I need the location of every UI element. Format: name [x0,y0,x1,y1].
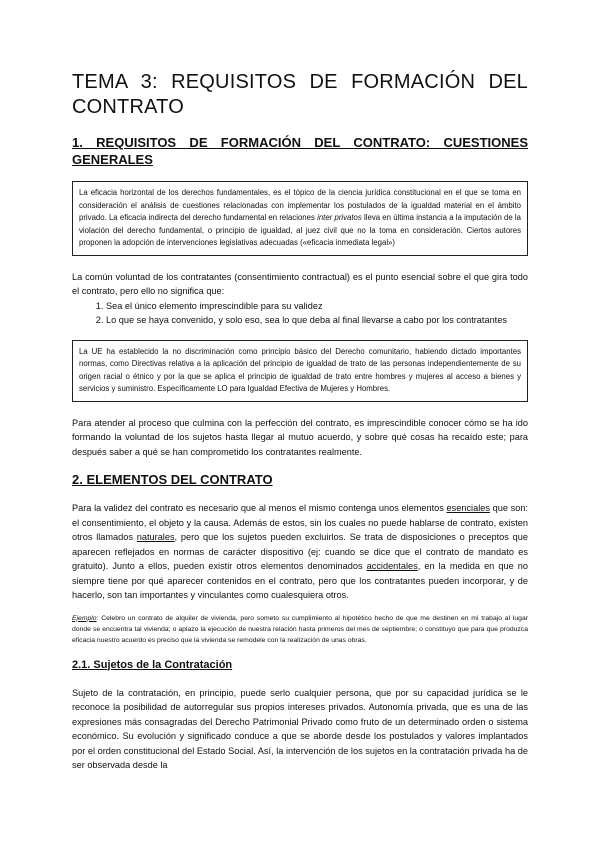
text-part: , pero que los sujetos pueden excluirlos. Se trata de disposiciones o preceptos que aparecen reflejados en normas de carácter dispositivo (ej: cuando se dice que el contrato de mandato es gratuito). Junto a ellos, pueden existir otros elementos denominados [72,532,528,571]
consent-list [72,299,528,328]
term-esenciales: esenciales [446,503,490,513]
example-text [72,613,528,646]
document-page [72,70,528,773]
text-part: que son: el consentimiento, el objeto y la causa. Además de estos, sin los cuales no puede hablarse de contrato, existen otros llamados [72,503,528,542]
note-box-eu-discrimination [72,340,528,402]
text-part: Para la validez del contrato es necesario que al menos el mismo contenga unos elementos [72,503,447,513]
paragraph-perfection: Para atender al proceso que culmina con la perfección del contrato, es imprescindible conocer cómo se ha ido formando la voluntad de los sujetos hasta llegar al mutuo acuerdo, y sobre qué cosas ha recaído este; para después saber a qué se han comprometido los contratantes realmente. [72,417,528,457]
paragraph-elements [72,501,528,603]
section-2-1-heading: 2.1. Sujetos de la Contratación [72,658,233,671]
note-text-part: lleva en última instancia a la imputación de la violación del derecho fundamental, o principio de igualdad, al juez civil que no la toma en consideración. Ciertos autores proponen la adopción de intervenciones legislativas adecuadas («eficacia inmediata legal») [79,213,521,247]
note-text-part: La eficacia horizontal de los derechos fundamentales, es el tópico de la ciencia jurídica constitucional en el que se toma en consideración el análisis de cuestiones relacionadas con implementar los postulados de la igualdad material en el ámbito privado. La eficacia indirecta del derecho fundamental en relaciones [79,188,521,222]
section-1-heading: 1. REQUISITOS DE FORMACIÓN DEL CONTRATO: CUESTIONES GENERALES [72,135,528,167]
note-box-horizontal-efficacy [72,181,528,256]
paragraph-subjects: Sujeto de la contratación, en principio, puede serlo cualquier persona, que por su capacidad jurídica se le reconoce la posibilidad de autorregular sus propios intereses privados. Autonomía privada, que es una de las expresiones más consagradas del Derecho Patrimonial Privado como fruto de un determinado orden o sistema económico. Su evolución y significado conduce a que se aborde desde los postulados y valores implantados por el orden constitucional del Estado Social. Así, la intervención de los sujetos en la contratación privada ha de ser observada desde la [72,687,528,770]
text-part: , en la medida en que no siempre tiene por qué aparecer contenidos en el contrato, pero que los contratantes pueden incorporar, y de hacerlo, son tan importantes y vinculantes como cualesquiera otros. [72,561,528,600]
paragraph-consent: La común voluntad de los contratantes (consentimiento contractual) es el punto esencial sobre el que gira todo el contrato, pero ello no significa que: [72,271,528,296]
page-title: TEMA 3: REQUISITOS DE FORMACIÓN DEL CONTRATO [72,71,528,118]
example-label: Ejemplo [72,614,97,622]
note-box-text: La UE ha establecido la no discriminación como principio básico del Derecho comunitario, habiendo dictado importantes normas, como Directivas relativa a la aplicación del principio de igualdad de trato de las personas independientemente de su origen racial o étnico y por la que se aplica el principio de igualdad de trato entre hombres y mujeres al acceso a bienes y servicios y suministro. Específicamente LO para Igualdad Efectiva de Mujeres y Hombres. [79,346,521,393]
term-accidentales: accidentales [366,561,418,571]
example-body: : Celebro un contrato de alquiler de vivienda, pero someto su cumplimiento al hipotético hecho de que me destinen en mi trabajo al lugar donde se encuentra tal vivienda; o aplazo la ejecución de nuestra relación hasta primeros del mes de septiembre; o constituyo que para que produzca eficacia nuestro acuerdo es preciso que la vivienda se remodele con la realización de unas obras. [72,614,528,644]
section-2-heading: 2. ELEMENTOS DEL CONTRATO [72,472,273,487]
example-block [72,613,528,646]
term-naturales: naturales [136,532,175,542]
list-item: 1. Sea el único elemento imprescindible para su validez [106,299,528,314]
note-text-italic: inter privatos [317,213,362,222]
list-item: 2. Lo que se haya convenido, y solo eso, sea lo que deba al final llevarse a cabo por los contratantes [106,313,528,328]
note-box-text [79,187,521,250]
